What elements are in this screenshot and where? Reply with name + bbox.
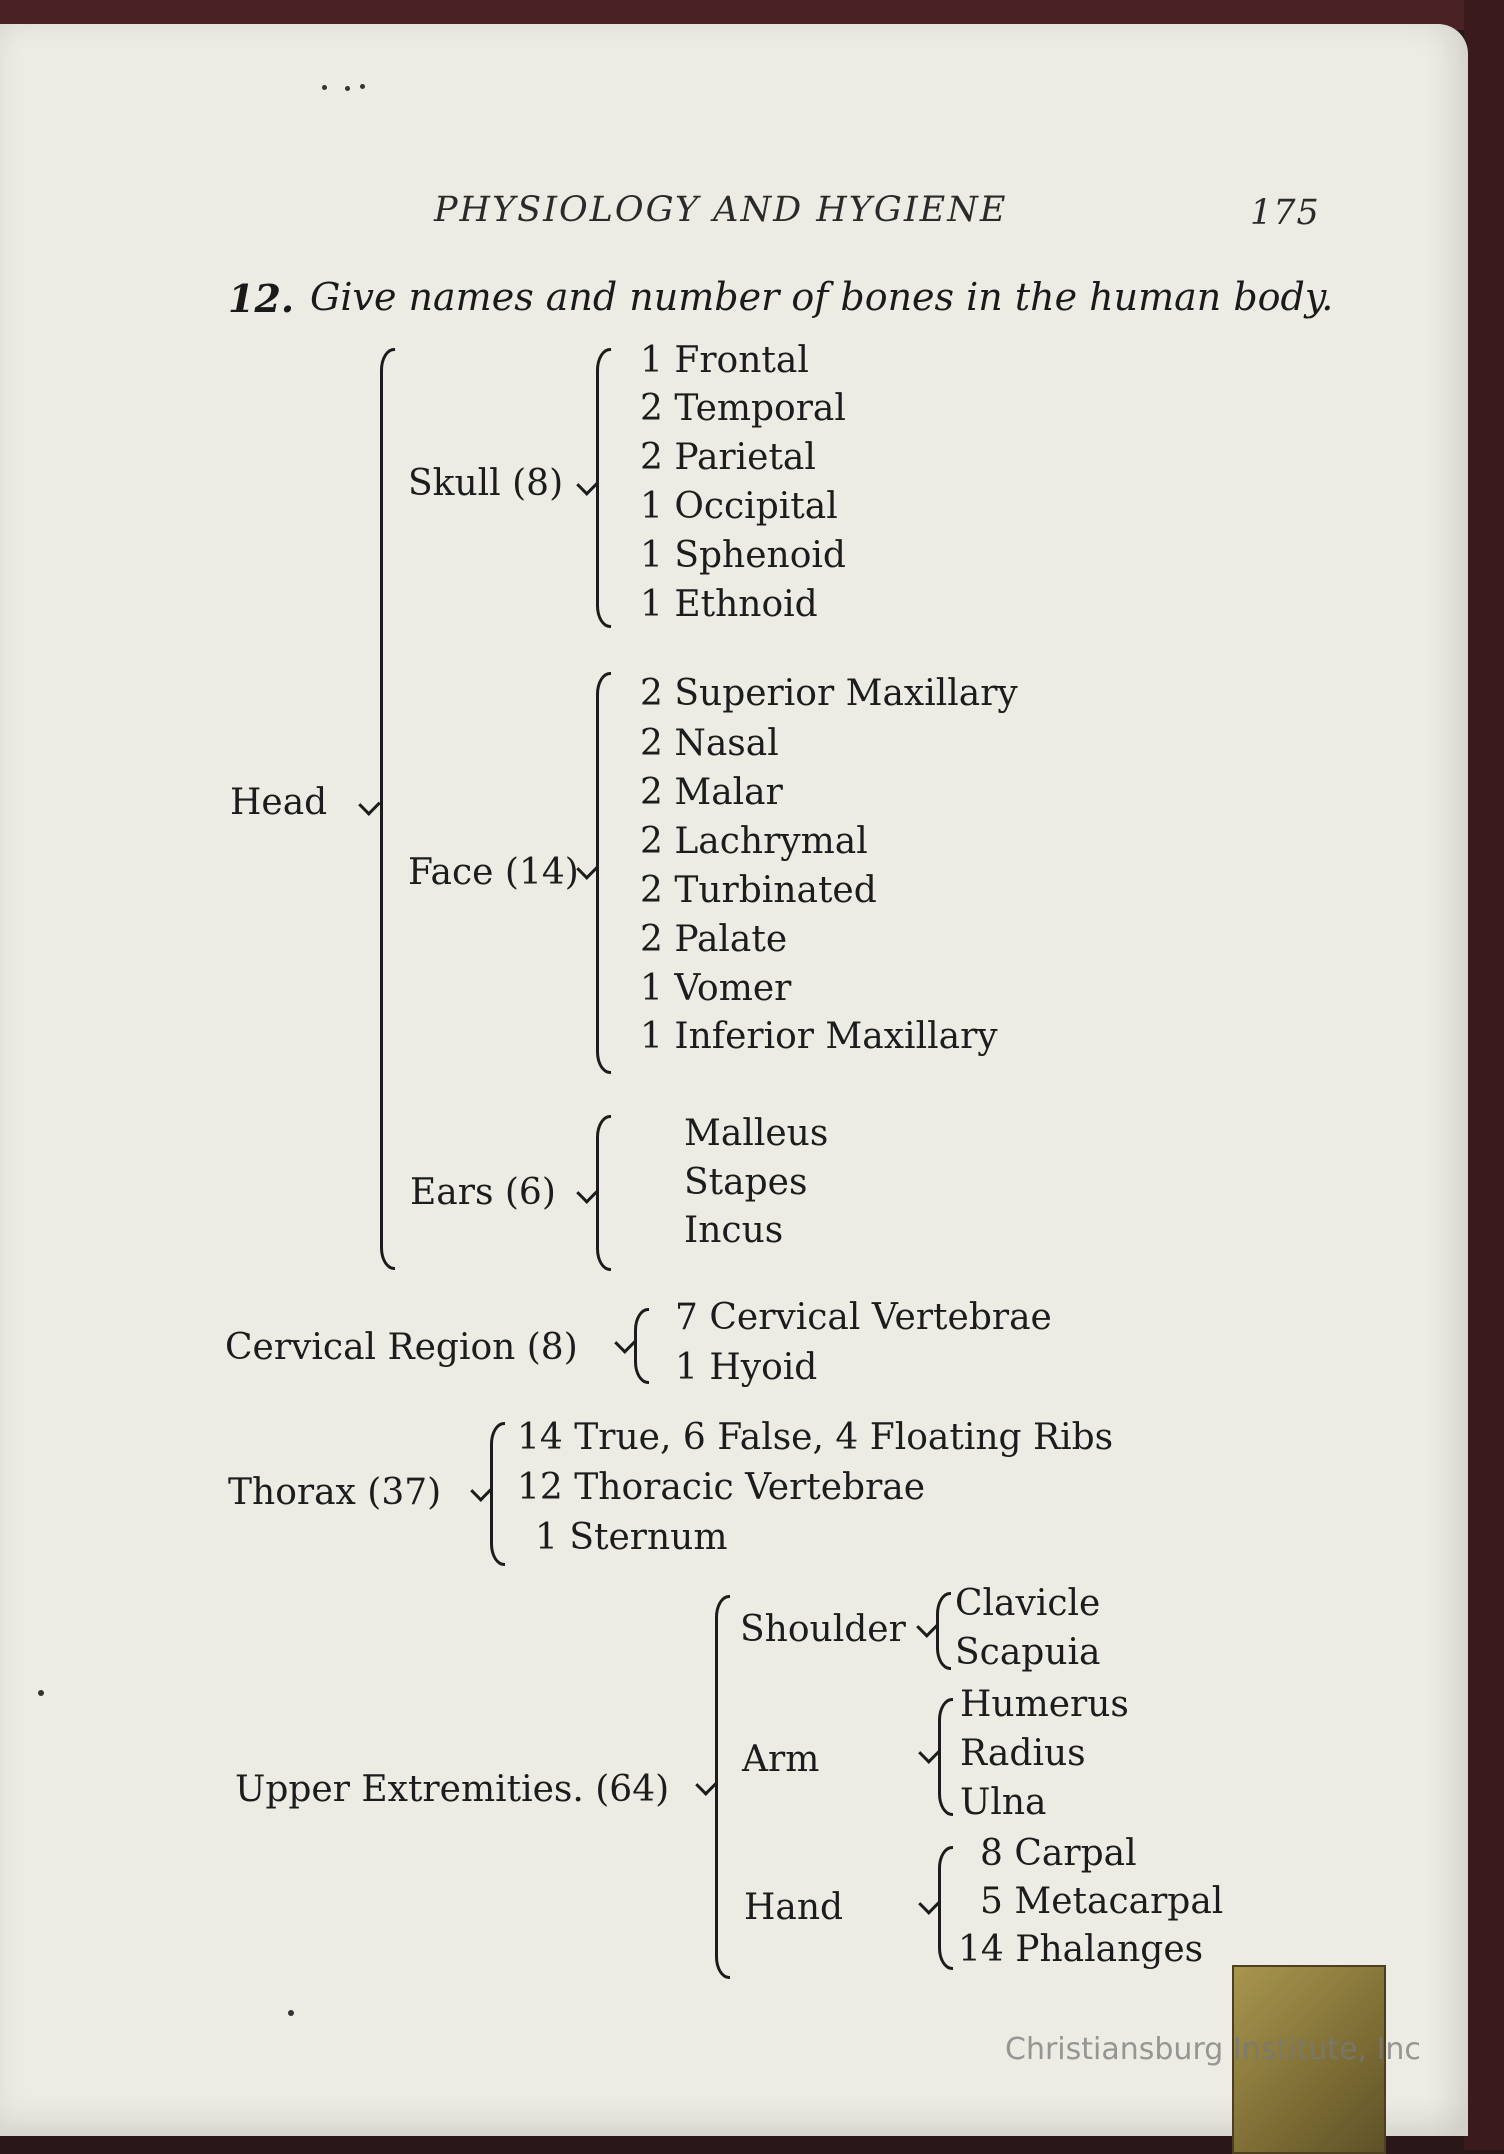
face-item: 1 Vomer [640,968,792,1009]
face-label: Face (14) [408,852,579,893]
skull-item: 1 Ethnoid [640,584,818,625]
arm-label: Arm [742,1739,820,1780]
cervical-brace [634,1308,649,1384]
head-brace [380,348,395,1270]
shoulder-label: Shoulder [740,1609,906,1650]
cervical-item: 1 Hyoid [675,1347,818,1388]
ears-brace [596,1115,611,1271]
upper-extremities-brace [715,1595,730,1979]
page-speck [288,2010,294,2016]
arm-item: Humerus [960,1684,1129,1725]
face-item: 1 Inferior Maxillary [640,1016,998,1057]
arm-item: Ulna [960,1782,1047,1823]
book-cover-edge [1464,0,1504,2150]
upper-extremities-label: Upper Extremities. (64) [235,1769,670,1810]
shoulder-item: Clavicle [955,1583,1101,1624]
question-text: Give names and number of bones in the human body. [310,275,1334,319]
page-number: 175 [1250,193,1320,233]
face-item: 2 Malar [640,772,783,813]
hand-item: 8 Carpal [980,1833,1137,1874]
skull-item: 2 Parietal [640,437,816,478]
watermark: Christiansburg Institute, Inc [1005,2032,1421,2067]
face-item: 2 Superior Maxillary [640,673,1018,714]
running-header: PHYSIOLOGY AND HYGIENE [434,190,1008,230]
skull-item: 1 Occipital [640,486,838,527]
ears-item: Incus [684,1210,784,1251]
cervical-item: 7 Cervical Vertebrae [675,1297,1052,1338]
ears-label: Ears (6) [410,1172,556,1213]
question-number: 12. [228,276,295,321]
thorax-item: 1 Sternum [535,1517,728,1558]
arm-item: Radius [960,1733,1086,1774]
face-item: 2 Nasal [640,723,779,764]
face-item: 2 Lachrymal [640,821,868,862]
page-speck [360,84,365,89]
page-speck [38,1690,44,1696]
face-item: 2 Palate [640,919,788,960]
shoulder-item: Scapuia [955,1632,1101,1673]
hand-brace [938,1846,953,1970]
page-speck [322,85,327,90]
thorax-item: 12 Thoracic Vertebrae [517,1467,926,1508]
face-item: 2 Turbinated [640,870,877,911]
page-speck [345,86,350,91]
hand-item: 14 Phalanges [958,1929,1204,1970]
skull-label: Skull (8) [408,463,564,504]
cervical-label: Cervical Region (8) [225,1327,578,1368]
thorax-item: 14 True, 6 False, 4 Floating Ribs [517,1417,1114,1458]
shoulder-brace [936,1592,951,1670]
face-brace [596,672,611,1074]
hand-item: 5 Metacarpal [980,1881,1224,1922]
head-label: Head [230,782,328,823]
skull-item: 1 Sphenoid [640,535,846,576]
thorax-brace [490,1422,505,1566]
ears-item: Malleus [684,1113,829,1154]
skull-brace [596,348,611,628]
hand-label: Hand [744,1887,844,1928]
skull-item: 1 Frontal [640,340,809,381]
arm-brace [938,1698,953,1816]
skull-item: 2 Temporal [640,388,846,429]
ears-item: Stapes [684,1162,808,1203]
thorax-label: Thorax (37) [228,1472,442,1513]
